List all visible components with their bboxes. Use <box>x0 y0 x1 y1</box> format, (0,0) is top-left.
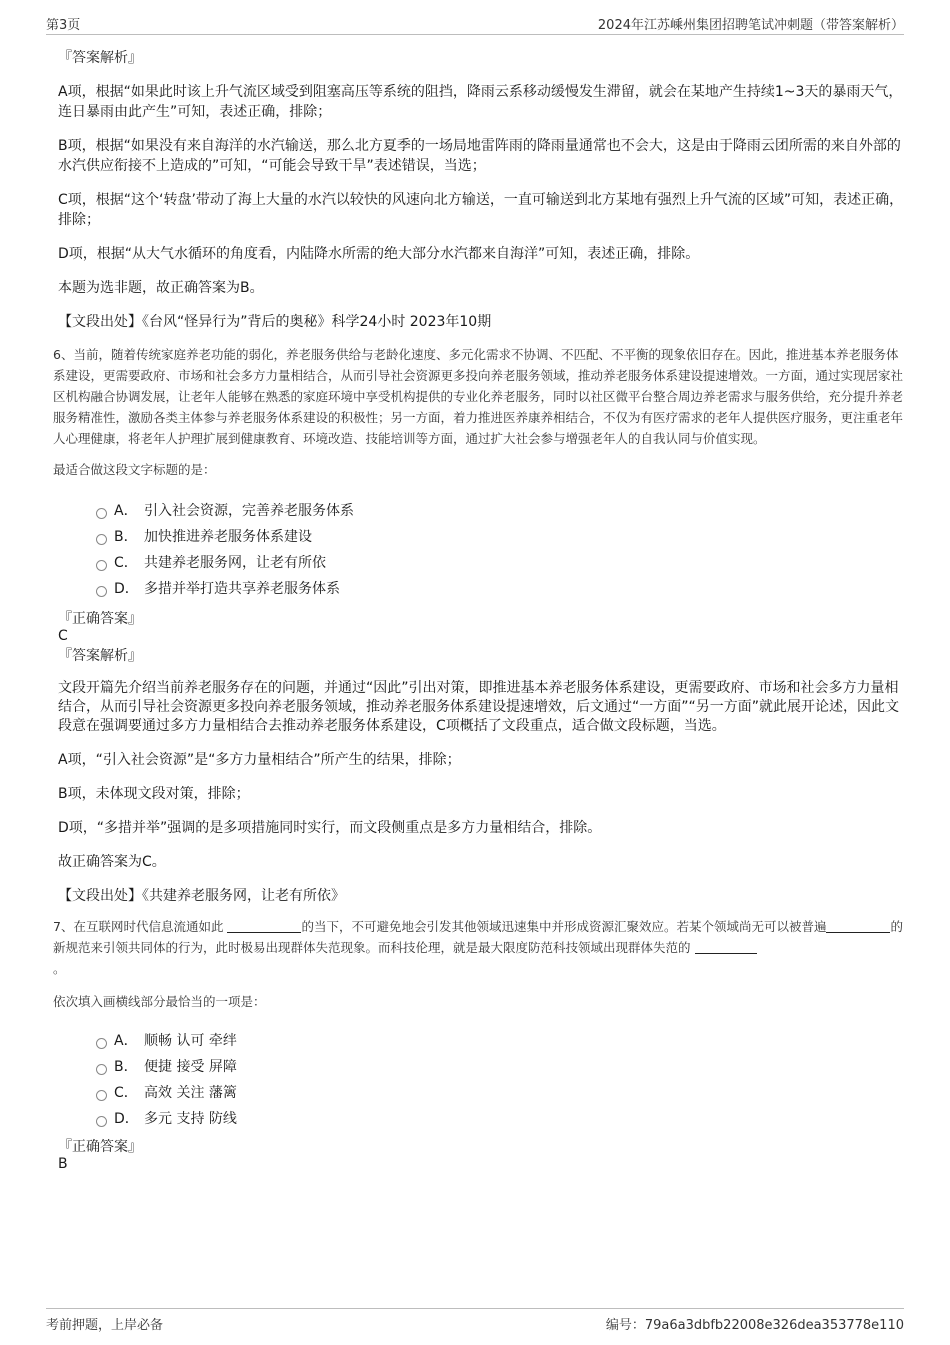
q5-analysis-c: C项，根据“这个‘转盘’带动了海上大量的水汽以较快的风速向北方输送，一直可输送到北方某地有强烈上升气流的区域”可知，表述正确，排除； <box>58 192 904 228</box>
q5-analysis-b: B项，根据“如果没有来自海洋的水汽输送，那么北方夏季的一场局地雷阵雨的降雨量通常也不会大，这是由于降雨云团所需的来自外部的水汽供应衔接不上造成的”可知，“可能会导致干旱”表述错误，当选； <box>58 138 901 174</box>
q6-option-a[interactable]: A． 引入社会资源，完善养老服务体系 <box>56 498 904 524</box>
q5-analysis-a: A项，根据“如果此时该上升气流区域受到阻塞高压等系统的阻挡，降雨云系移动缓慢发生滞留，就会在某地产生持续1~3天的暴雨天气，连日暴雨由此产生”可知，表述正确，排除； <box>58 84 903 120</box>
document-id: 编号：79a6a3dbfb22008e326dea353778e110 <box>605 1318 904 1333</box>
q6-analysis-label: 『答案解析』 <box>58 648 142 664</box>
page-number: 第3页 <box>46 18 81 33</box>
q5-analysis-d: D项，根据“从大气水循环的角度看，内陆降水所需的绝大部分水汽都来自海洋”可知，表述正确，排除。 <box>58 246 700 262</box>
q6-options <box>56 498 904 602</box>
q6-answer-label: 『正确答案』 <box>58 611 142 627</box>
document-title: 2024年江苏嵊州集团招聘笔试冲刺题（带答案解析） <box>597 18 904 33</box>
q7-option-d[interactable]: D． 多元 支持 防线 <box>56 1106 904 1132</box>
q7-answer: B <box>58 1156 68 1172</box>
q7-option-c[interactable]: C． 高效 关注 藩篱 <box>56 1080 904 1106</box>
q5-analysis-label: 『答案解析』 <box>58 50 142 66</box>
radio-button[interactable] <box>96 508 107 519</box>
q5-conclusion: 本题为选非题，故正确答案为B。 <box>58 280 264 296</box>
fill-blank <box>826 918 890 933</box>
q5-source: 【文段出处】《台风“怪异行为”背后的奥秘》科学24小时 2023年10期 <box>58 314 492 330</box>
q7-stem: 7、在互联网时代信息流通如此 的当下，不可避免地会引发其他领域迅速集中并形成资源汇聚效应。若某个领域尚无可以被普遍 的新规范来引领共同体的行为，此时极易出现群体失范现象。而科技伦理，就是最大限度防范科技领域出现群体失范的 。 <box>53 919 903 976</box>
radio-button[interactable] <box>96 1038 107 1049</box>
q7-options <box>56 1028 904 1132</box>
q6-stem: 6、当前，随着传统家庭养老功能的弱化，养老服务供给与老龄化速度、多元化需求不协调、不匹配、不平衡的现象依旧存在。因此，推进基本养老服务体系建设，更需要政府、市场和社会多方力量相结合，从而引导社会资源更多投向养老服务领域，推动养老服务体系建设提速增效。一方面，通过实现居家社区机构融合协调发展，让老年人能够在熟悉的家庭环境中享受机构提供的专业化养老服务，同时以社区微平台整合周边养老需求与服务供给，充分提升养老服务精准性，激励各类主体参与养老服务体系建设的积极性；另一方面，着力推进医养康养相结合，不仅为有医疗需求的老年人提供医疗服务，更注重老年人心理健康，将老年人护理扩展到健康教育、环境改造、技能培训等方面，通过扩大社会参与增强老年人的自我认同与价值实现。 <box>53 347 904 446</box>
fill-blank <box>227 918 301 933</box>
q6-prompt: 最适合做这段文字标题的是： <box>53 462 216 477</box>
radio-button[interactable] <box>96 586 107 597</box>
q6-option-c[interactable]: C． 共建养老服务网，让老有所依 <box>56 550 904 576</box>
q6-answer: C <box>58 628 68 644</box>
q6-analysis-b: B项，未体现文段对策，排除； <box>58 786 250 802</box>
q7-answer-label: 『正确答案』 <box>58 1139 142 1155</box>
fill-blank <box>695 939 757 954</box>
radio-button[interactable] <box>96 560 107 571</box>
page-header <box>46 12 904 35</box>
radio-button[interactable] <box>96 534 107 545</box>
footer-slogan: 考前押题，上岸必备 <box>46 1318 164 1333</box>
q6-option-b[interactable]: B． 加快推进养老服务体系建设 <box>56 524 904 550</box>
q7-option-b[interactable]: B． 便捷 接受 屏障 <box>56 1054 904 1080</box>
q6-analysis: 文段开篇先介绍当前养老服务存在的问题，并通过“因此”引出对策，即推进基本养老服务体系建设，更需要政府、市场和社会多方力量相结合，从而引导社会资源更多投向养老服务领域，推动养老服务体系建设提速增效，后文通过“一方面”“另一方面”就此展开论述，因此文段意在强调要通过多方力量相结合去推动养老服务体系建设，C项概括了文段重点，适合做文段标题，当选。 <box>58 680 900 734</box>
radio-button[interactable] <box>96 1090 107 1101</box>
q6-analysis-a: A项，“引入社会资源”是“多方力量相结合”所产生的结果，排除； <box>58 752 461 768</box>
q6-source: 【文段出处】《共建养老服务网，让老有所依》 <box>58 888 345 904</box>
page-content <box>53 45 904 1172</box>
q6-option-d[interactable]: D． 多措并举打造共享养老服务体系 <box>56 576 904 602</box>
q6-conclusion: 故正确答案为C。 <box>58 854 166 870</box>
q6-analysis-d: D项，“多措并举”强调的是多项措施同时实行，而文段侧重点是多方力量相结合，排除。 <box>58 820 602 836</box>
q7-option-a[interactable]: A． 顺畅 认可 牵绊 <box>56 1028 904 1054</box>
radio-button[interactable] <box>96 1116 107 1127</box>
radio-button[interactable] <box>96 1064 107 1075</box>
page-footer <box>46 1308 904 1339</box>
q7-prompt: 依次填入画横线部分最恰当的一项是： <box>53 994 266 1009</box>
